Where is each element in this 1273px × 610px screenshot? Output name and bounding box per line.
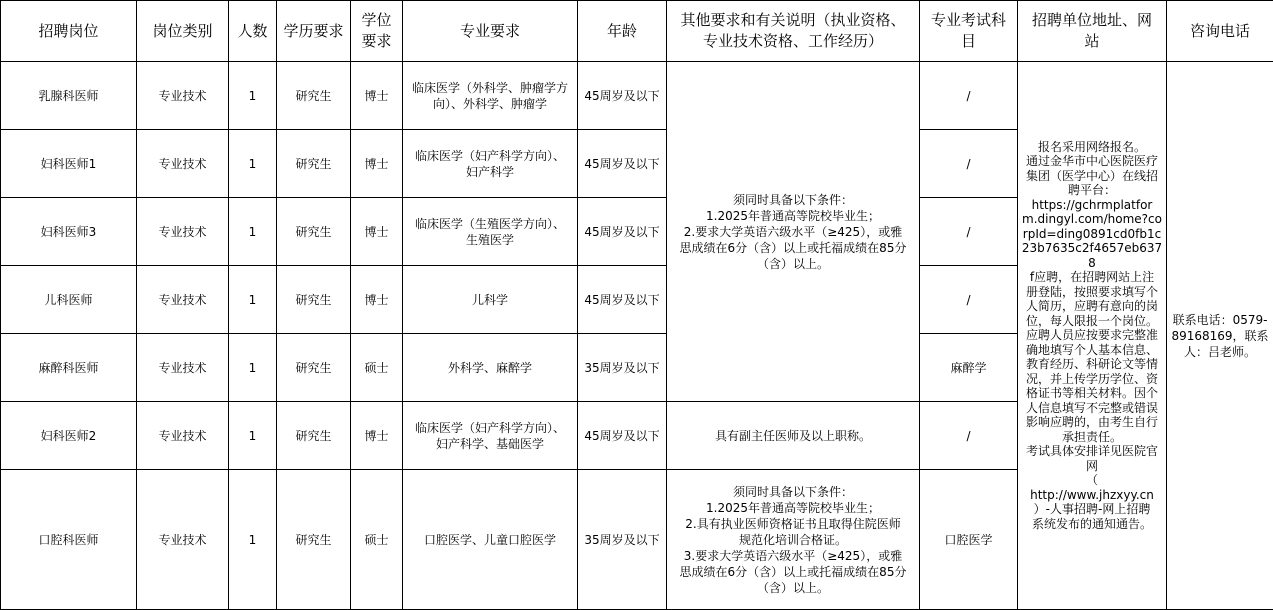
cell-degree: 博士 xyxy=(351,198,403,266)
cell-position: 妇科医师3 xyxy=(1,198,137,266)
cell-other-requirements: 须同时具备以下条件： 1.2025年普通高等院校毕业生； 2.具有执业医师资格证书且取得住院医师 规范化培训合格证。 3.要求大学英语六级水平（≥425），或雅 思成绩在6分（含）以上或托福成绩在85分 （含）以上。 xyxy=(667,470,920,610)
cell-degree: 博士 xyxy=(351,130,403,198)
cell-major: 临床医学（妇产科学方向）、 妇产科学 xyxy=(403,130,578,198)
cell-education: 研究生 xyxy=(277,470,351,610)
table-row xyxy=(1,62,1273,130)
header-other-requirements: 其他要求和有关说明（执业资格、 专业技术资格、工作经历） xyxy=(667,1,920,62)
cell-age: 45周岁及以下 xyxy=(578,198,667,266)
cell-major: 临床医学（外科学、肿瘤学方 向）、外科学、肿瘤学 xyxy=(403,62,578,130)
cell-exam-subject: / xyxy=(920,266,1018,334)
cell-education: 研究生 xyxy=(277,130,351,198)
cell-count: 1 xyxy=(229,266,277,334)
cell-contact: 联系电话：0579- 89168169，联系 人：吕老师。 xyxy=(1167,62,1273,610)
cell-category: 专业技术 xyxy=(137,266,229,334)
cell-exam-subject: / xyxy=(920,402,1018,470)
cell-exam-subject: / xyxy=(920,62,1018,130)
cell-exam-subject: 口腔医学 xyxy=(920,470,1018,610)
cell-major: 外科学、麻醉学 xyxy=(403,334,578,402)
cell-count: 1 xyxy=(229,130,277,198)
cell-other-requirements: 具有副主任医师及以上职称。 xyxy=(667,402,920,470)
header-row xyxy=(1,1,1273,62)
cell-count: 1 xyxy=(229,402,277,470)
cell-education: 研究生 xyxy=(277,266,351,334)
cell-degree: 博士 xyxy=(351,402,403,470)
header-exam-subject: 专业考试科 目 xyxy=(920,1,1018,62)
cell-major: 儿科学 xyxy=(403,266,578,334)
header-position: 招聘岗位 xyxy=(1,1,137,62)
cell-exam-subject: 麻醉学 xyxy=(920,334,1018,402)
header-degree: 学位 要求 xyxy=(351,1,403,62)
header-education: 学历要求 xyxy=(277,1,351,62)
cell-degree: 硕士 xyxy=(351,334,403,402)
header-site: 招聘单位地址、网 站 xyxy=(1018,1,1167,62)
cell-degree: 博士 xyxy=(351,266,403,334)
cell-major: 临床医学（生殖医学方向）、 生殖医学 xyxy=(403,198,578,266)
cell-education: 研究生 xyxy=(277,334,351,402)
cell-category: 专业技术 xyxy=(137,402,229,470)
header-age: 年龄 xyxy=(578,1,667,62)
cell-age: 45周岁及以下 xyxy=(578,266,667,334)
cell-count: 1 xyxy=(229,334,277,402)
header-category: 岗位类别 xyxy=(137,1,229,62)
cell-category: 专业技术 xyxy=(137,334,229,402)
cell-category: 专业技术 xyxy=(137,198,229,266)
cell-degree: 博士 xyxy=(351,62,403,130)
cell-count: 1 xyxy=(229,62,277,130)
cell-category: 专业技术 xyxy=(137,62,229,130)
cell-position: 儿科医师 xyxy=(1,266,137,334)
header-major: 专业要求 xyxy=(403,1,578,62)
cell-age: 45周岁及以下 xyxy=(578,130,667,198)
cell-position: 妇科医师2 xyxy=(1,402,137,470)
cell-age: 45周岁及以下 xyxy=(578,402,667,470)
cell-education: 研究生 xyxy=(277,62,351,130)
cell-site-info: 报名采用网络报名。 通过金华市中心医院医疗 集团（医学中心）在线招 聘平台： https://gchrmplatfor m.dingyl.com/home?co rpId=ding0891cd0fb1c 23b7635c2f4657eb6378 f应聘，在招聘网站上注 册登陆，按照要求填写个 人简历，应聘有意向的岗 位，每人限报一个岗位。 应聘人员应按要求完整准 确地填写个人基本信息、 教育经历、科研论文等情 况，并上传学历学位、资 格证书等相关材料。因个 人信息填写不完整或错误 影响应聘的，由考生自行 承担责任。 考试具体安排详见医院官 网 （ http://www.jhzxyy.cn ）-人事招聘-网上招聘 系统发布的通知通告。 xyxy=(1018,62,1167,610)
cell-position: 麻醉科医师 xyxy=(1,334,137,402)
cell-exam-subject: / xyxy=(920,130,1018,198)
cell-position: 乳腺科医师 xyxy=(1,62,137,130)
cell-education: 研究生 xyxy=(277,402,351,470)
cell-education: 研究生 xyxy=(277,198,351,266)
cell-age: 45周岁及以下 xyxy=(578,62,667,130)
cell-exam-subject: / xyxy=(920,198,1018,266)
header-count: 人数 xyxy=(229,1,277,62)
cell-count: 1 xyxy=(229,198,277,266)
cell-count: 1 xyxy=(229,470,277,610)
cell-other-requirements-group: 须同时具备以下条件： 1.2025年普通高等院校毕业生； 2.要求大学英语六级水平（≥425），或雅 思成绩在6分（含）以上或托福成绩在85分 （含）以上。 xyxy=(667,62,920,402)
cell-category: 专业技术 xyxy=(137,130,229,198)
header-phone: 咨询电话 xyxy=(1167,1,1273,62)
cell-position: 妇科医师1 xyxy=(1,130,137,198)
cell-position: 口腔科医师 xyxy=(1,470,137,610)
cell-age: 35周岁及以下 xyxy=(578,334,667,402)
cell-age: 35周岁及以下 xyxy=(578,470,667,610)
cell-degree: 硕士 xyxy=(351,470,403,610)
cell-major: 口腔医学、儿童口腔医学 xyxy=(403,470,578,610)
cell-major: 临床医学（妇产科学方向）、 妇产科学、基础医学 xyxy=(403,402,578,470)
cell-category: 专业技术 xyxy=(137,470,229,610)
